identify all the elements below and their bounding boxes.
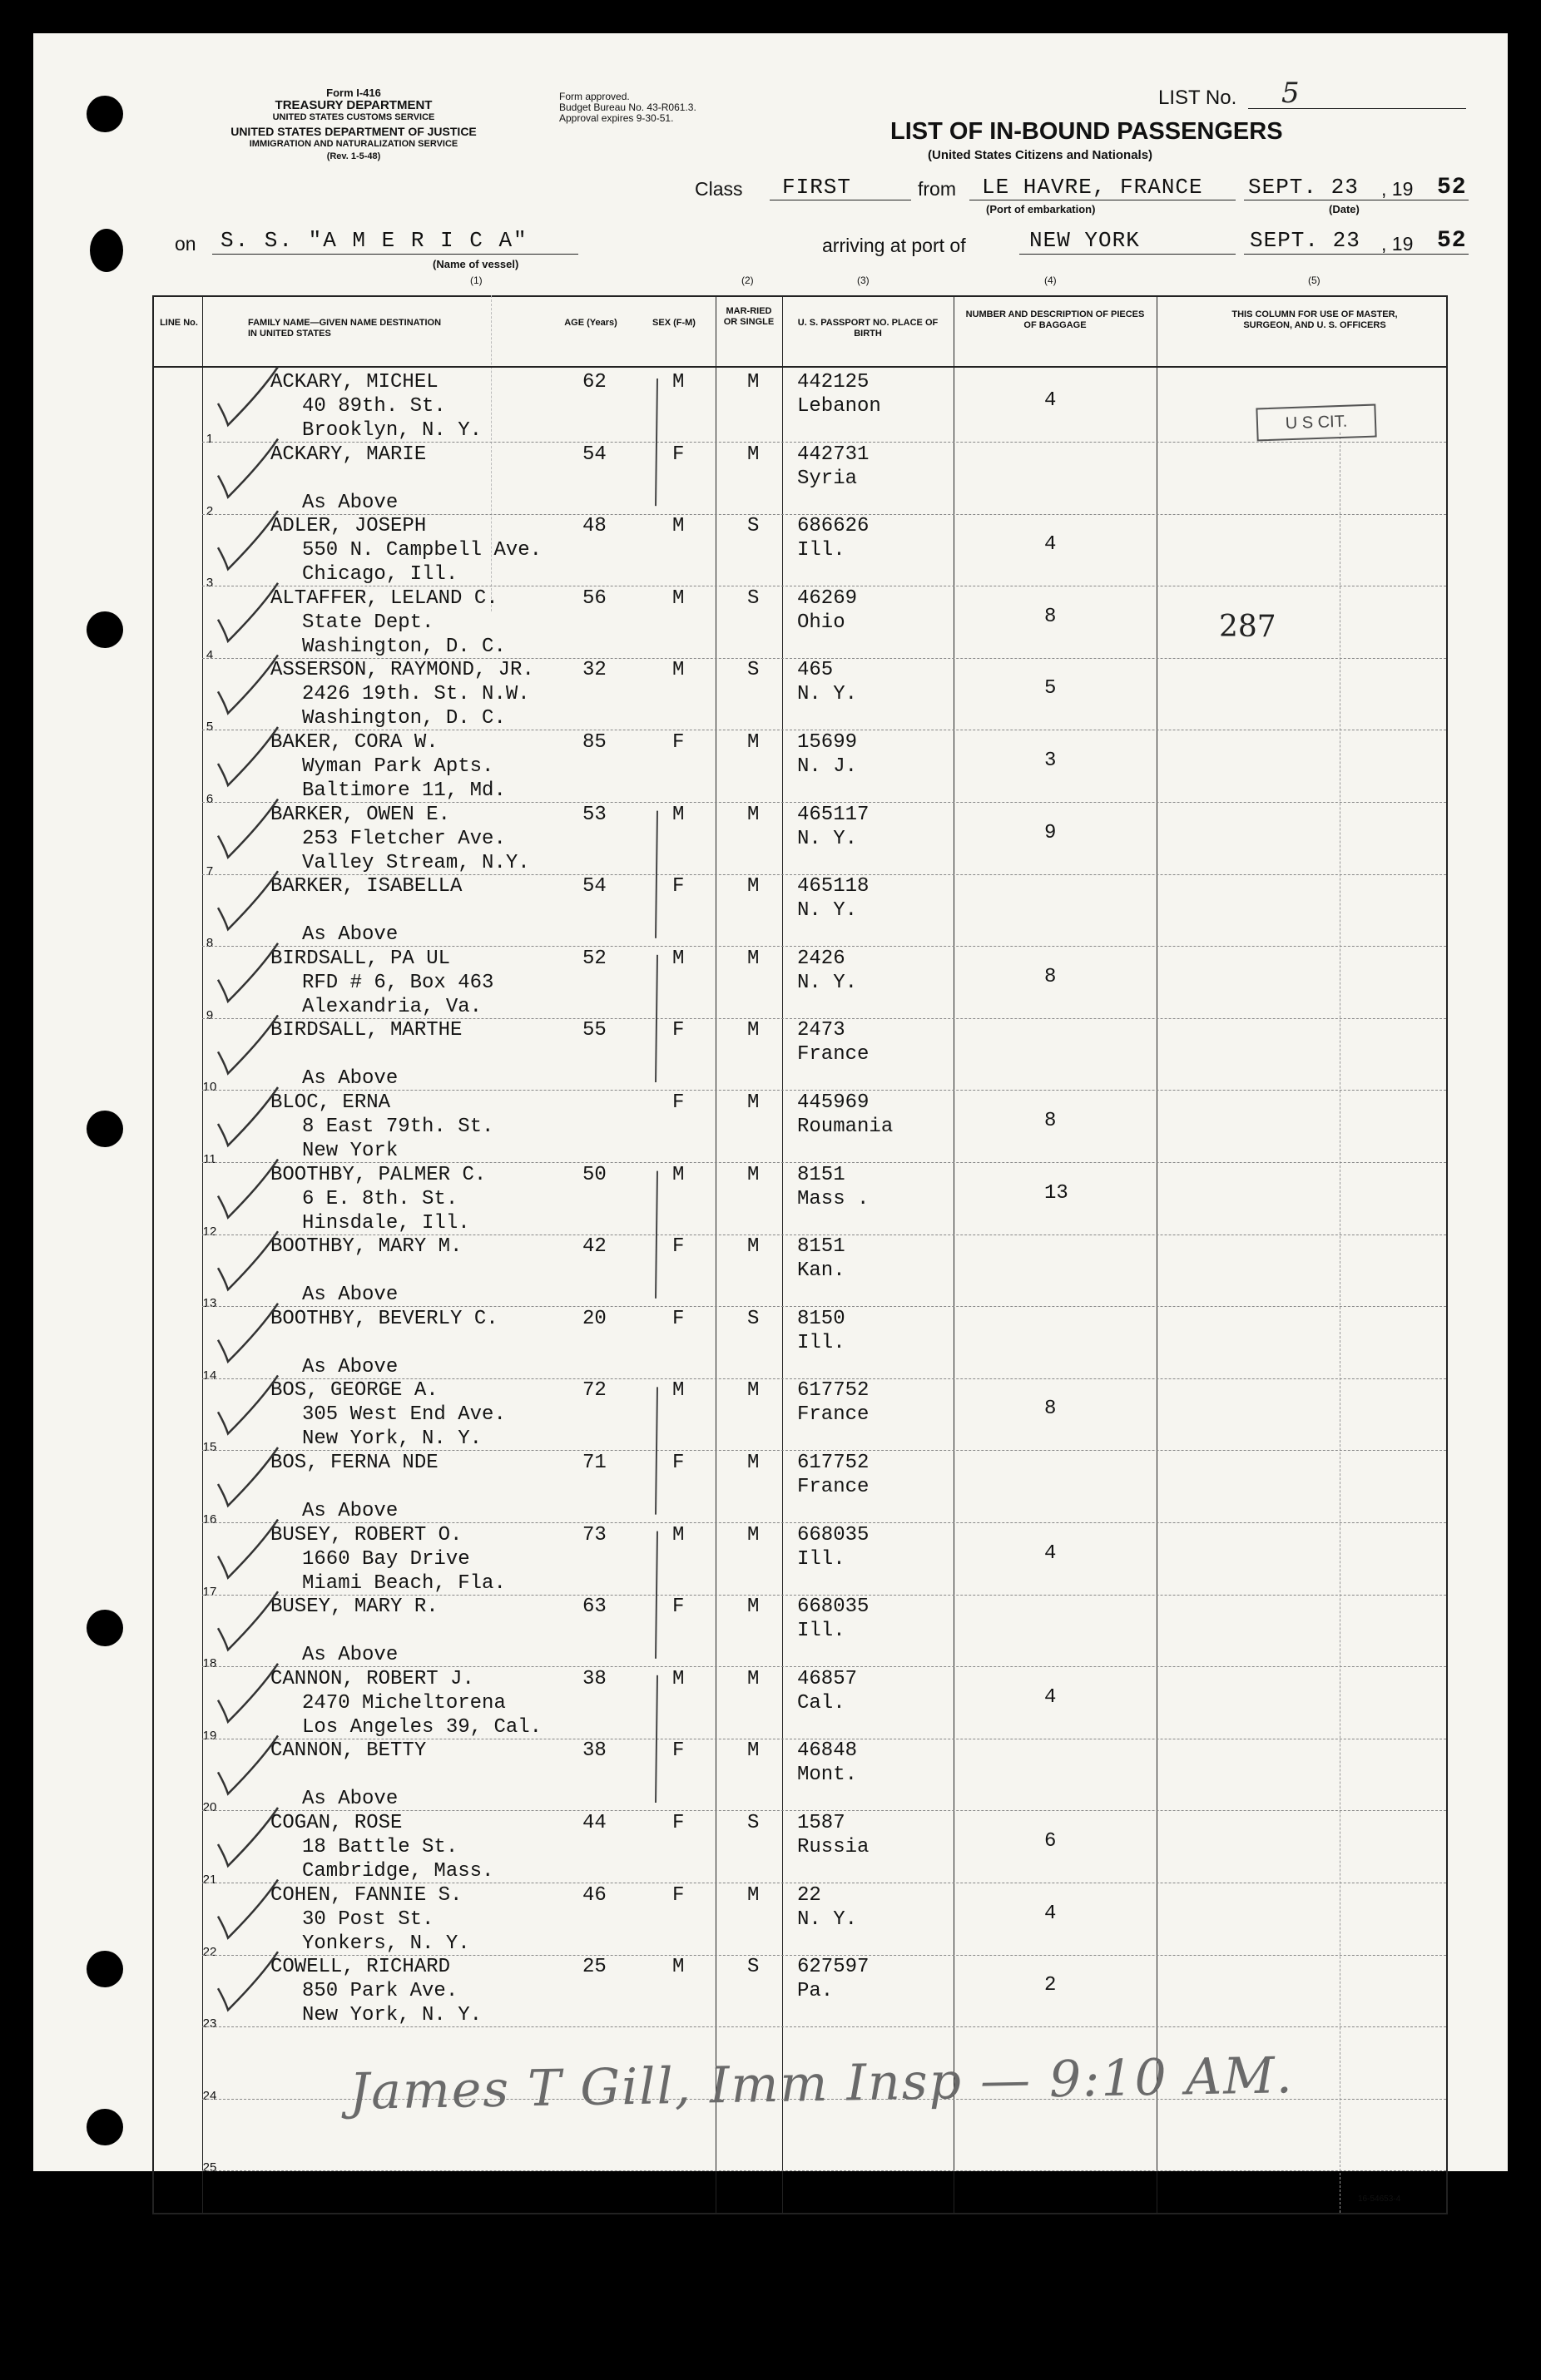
- passenger-age: 32: [582, 659, 607, 682]
- place-of-birth: Ill.: [797, 1331, 845, 1354]
- marital-status: M: [747, 1163, 760, 1186]
- marital-status: M: [747, 1019, 760, 1042]
- check-mark: [218, 1952, 278, 2010]
- line-number: 22: [202, 1944, 217, 1959]
- passenger-sex: M: [672, 1956, 685, 1979]
- check-mark: [218, 1304, 278, 1362]
- port-of-embarkation: LE HAVRE, FRANCE: [982, 175, 1203, 200]
- passport-number: 46269: [797, 586, 858, 610]
- baggage-count: 4: [1044, 1902, 1057, 1925]
- passenger-address: As Above: [302, 923, 399, 947]
- arrival-port: NEW YORK: [1029, 228, 1140, 253]
- passenger-sex: M: [672, 371, 685, 393]
- passenger-name: BUSEY, MARY R.: [270, 1596, 439, 1619]
- line-number: 15: [202, 1440, 217, 1455]
- line-number: 6: [206, 792, 214, 806]
- passenger-sex: F: [672, 1596, 685, 1619]
- passenger-address: 8 East 79th. St. New York: [302, 1116, 494, 1162]
- check-mark: [218, 1520, 278, 1578]
- passenger-address: 550 N. Campbell Ave. Chicago, Ill.: [302, 539, 543, 586]
- passenger-sex: F: [672, 1091, 685, 1114]
- place-of-birth: Russia: [797, 1836, 870, 1858]
- passenger-sex: F: [672, 1883, 685, 1907]
- check-mark: [218, 583, 278, 641]
- col-num-3: (3): [857, 275, 870, 286]
- passport-number: 2426: [797, 947, 845, 970]
- passenger-address: 253 Fletcher Ave. Valley Stream, N.Y.: [302, 827, 530, 874]
- line-number: 17: [202, 1584, 217, 1599]
- baggage-count: 8: [1044, 1398, 1057, 1421]
- marital-status: M: [747, 1091, 760, 1114]
- port-embark-caption: (Port of embarkation): [986, 203, 1096, 215]
- col-sex: SEX (F-M): [652, 318, 696, 328]
- col-married: MAR-RIED OR SINGLE: [723, 306, 775, 327]
- passenger-age: 20: [582, 1307, 607, 1330]
- passport-number: 445969: [797, 1091, 870, 1114]
- passport-number: 8151: [797, 1163, 845, 1186]
- approval-line-3: Approval expires 9-30-51.: [559, 112, 674, 124]
- check-mark: [218, 1375, 278, 1433]
- passenger-address: 2426 19th. St. N.W. Washington, D. C.: [302, 683, 530, 730]
- passenger-name: ACKARY, MARIE: [270, 443, 427, 466]
- check-mark: [218, 1231, 278, 1289]
- passport-number: 627597: [797, 1956, 870, 1979]
- approval-line-1: Form approved.: [559, 91, 630, 102]
- line-number: 20: [202, 1800, 217, 1815]
- passenger-name: BARKER, ISABELLA: [270, 875, 463, 898]
- line-number: 8: [206, 936, 214, 951]
- passenger-name: CANNON, ROBERT J.: [270, 1667, 474, 1690]
- passenger-age: 63: [582, 1596, 607, 1619]
- passenger-address: 850 Park Ave. New York, N. Y.: [302, 1980, 483, 2027]
- vessel-caption: (Name of vessel): [433, 258, 519, 270]
- line-number: 24: [202, 2088, 217, 2103]
- check-mark: [218, 871, 278, 929]
- passenger-sex: F: [672, 1307, 685, 1330]
- passenger-age: 48: [582, 515, 607, 538]
- check-mark: [218, 1160, 278, 1218]
- marital-status: S: [747, 515, 760, 538]
- baggage-count: 4: [1044, 389, 1057, 412]
- passenger-name: BOS, FERNA NDE: [270, 1452, 439, 1474]
- marital-status: M: [747, 1667, 760, 1690]
- passenger-age: 73: [582, 1523, 607, 1546]
- passport-number: 46848: [797, 1739, 858, 1763]
- baggage-count: 4: [1044, 533, 1057, 557]
- check-mark: [218, 1880, 278, 1938]
- passenger-name: ASSERSON, RAYMOND, JR.: [270, 659, 534, 682]
- passport-number: 15699: [797, 731, 858, 754]
- justice-dept: UNITED STATES DEPARTMENT OF JUSTICE: [230, 125, 477, 138]
- marital-status: M: [747, 1379, 760, 1403]
- place-of-birth: N. J.: [797, 755, 858, 778]
- baggage-count: 4: [1044, 1685, 1057, 1709]
- passenger-name: BAKER, CORA W.: [270, 731, 439, 754]
- passenger-sex: M: [672, 586, 685, 610]
- passenger-sex: M: [672, 947, 685, 970]
- col-name: FAMILY NAME—GIVEN NAME DESTINATION IN UNITED STATES: [248, 318, 442, 339]
- line-number: 19: [202, 1728, 217, 1743]
- passenger-address: 305 West End Ave. New York, N. Y.: [302, 1403, 506, 1451]
- col-num-4: (4): [1044, 275, 1057, 286]
- marital-status: M: [747, 1452, 760, 1474]
- family-bracket: [656, 379, 657, 506]
- passenger-name: COHEN, FANNIE S.: [270, 1883, 463, 1907]
- marital-status: M: [747, 1235, 760, 1259]
- year-prefix-2: , 19: [1381, 233, 1414, 255]
- passenger-address: 6 E. 8th. St. Hinsdale, Ill.: [302, 1187, 470, 1235]
- line-number: 21: [202, 1873, 217, 1887]
- check-mark: [218, 943, 278, 1002]
- baggage-count: 6: [1044, 1830, 1057, 1853]
- line-number: 1: [206, 432, 214, 446]
- citizenship-stamp: U S CIT.: [1256, 403, 1376, 441]
- passenger-name: BOS, GEORGE A.: [270, 1379, 439, 1403]
- passenger-name: BIRDSALL, MARTHE: [270, 1019, 463, 1042]
- passenger-address: RFD # 6, Box 463 Alexandria, Va.: [302, 971, 494, 1018]
- line-number: 10: [202, 1080, 217, 1095]
- baggage-count: 8: [1044, 965, 1057, 988]
- passenger-name: ALTAFFER, LELAND C.: [270, 586, 498, 610]
- passenger-address: As Above: [302, 1355, 399, 1378]
- marital-status: M: [747, 1523, 760, 1546]
- passport-number: 686626: [797, 515, 870, 538]
- passport-number: 1587: [797, 1812, 845, 1834]
- marital-status: M: [747, 731, 760, 754]
- passenger-age: 46: [582, 1883, 607, 1907]
- marital-status: S: [747, 586, 760, 610]
- baggage-count: 9: [1044, 821, 1057, 844]
- passenger-sex: M: [672, 659, 685, 682]
- department: TREASURY DEPARTMENT: [275, 98, 433, 112]
- line-number: 11: [203, 1152, 216, 1166]
- passenger-name: BOOTHBY, MARY M.: [270, 1235, 463, 1259]
- passenger-age: 50: [582, 1163, 607, 1186]
- marital-status: M: [747, 443, 760, 466]
- line-number: 9: [206, 1007, 214, 1022]
- baggage-count: 8: [1044, 1110, 1057, 1132]
- marital-status: M: [747, 875, 760, 898]
- check-mark: [218, 727, 278, 785]
- passenger-sex: M: [672, 515, 685, 538]
- passenger-age: 62: [582, 371, 607, 393]
- passenger-age: 54: [582, 443, 607, 466]
- place-of-birth: France: [797, 1476, 870, 1498]
- arriving-label: arriving at port of: [822, 235, 966, 256]
- passenger-sex: M: [672, 803, 685, 826]
- passport-number: 442731: [797, 443, 870, 466]
- check-mark: [218, 439, 278, 497]
- family-bracket: [656, 1387, 657, 1514]
- marital-status: S: [747, 1812, 760, 1834]
- ins: IMMIGRATION AND NATURALIZATION SERVICE: [249, 139, 458, 149]
- place-of-birth: Ill.: [797, 1547, 845, 1571]
- form-number: Form I-416: [326, 87, 381, 99]
- marital-status: M: [747, 371, 760, 393]
- line-number: 23: [202, 2016, 217, 2031]
- date-caption: (Date): [1329, 203, 1360, 215]
- passenger-address: 30 Post St. Yonkers, N. Y.: [302, 1907, 470, 1955]
- year-prefix: , 19: [1381, 178, 1414, 200]
- approval-line-2: Budget Bureau No. 43-R061.3.: [559, 101, 696, 113]
- from-label: from: [918, 178, 956, 200]
- place-of-birth: N. Y.: [797, 971, 858, 994]
- passenger-sex: F: [672, 875, 685, 898]
- passenger-age: 56: [582, 586, 607, 610]
- check-mark: [218, 1087, 278, 1145]
- passenger-name: COWELL, RICHARD: [270, 1956, 451, 1979]
- check-mark: [218, 1808, 278, 1866]
- place-of-birth: Mass .: [797, 1187, 870, 1210]
- place-of-birth: France: [797, 1403, 870, 1427]
- check-mark: [218, 1015, 278, 1073]
- col-line-no: LINE No.: [160, 318, 198, 328]
- baggage-count: 13: [1044, 1181, 1068, 1205]
- passenger-address: 1660 Bay Drive Miami Beach, Fla.: [302, 1547, 506, 1595]
- passenger-age: 53: [582, 803, 607, 826]
- line-number: 13: [202, 1296, 217, 1311]
- vessel-name: S. S. "A M E R I C A": [220, 228, 528, 253]
- passenger-sex: M: [672, 1163, 685, 1186]
- passenger-age: 44: [582, 1812, 607, 1834]
- passenger-address: 40 89th. St. Brooklyn, N. Y.: [302, 395, 483, 442]
- list-label: LIST No.: [1158, 87, 1237, 109]
- col-passport: U. S. PASSPORT NO. PLACE OF BIRTH: [797, 318, 939, 339]
- passenger-age: 38: [582, 1667, 607, 1690]
- passenger-sex: F: [672, 443, 685, 466]
- place-of-birth: N. Y.: [797, 827, 858, 850]
- passenger-sex: F: [672, 1235, 685, 1259]
- place-of-birth: N. Y.: [797, 683, 858, 706]
- passport-number: 465: [797, 659, 834, 682]
- place-of-birth: N. Y.: [797, 899, 858, 923]
- check-mark: [218, 367, 278, 425]
- marital-status: M: [747, 1883, 760, 1907]
- passport-number: 617752: [797, 1452, 870, 1474]
- family-bracket: [656, 955, 657, 1082]
- passport-number: 668035: [797, 1596, 870, 1619]
- col-officers: THIS COLUMN FOR USE OF MASTER, SURGEON, AND U. S. OFFICERS: [1231, 309, 1398, 330]
- baggage-count: 3: [1044, 750, 1057, 772]
- passenger-name: BOOTHBY, BEVERLY C.: [270, 1307, 498, 1330]
- passenger-age: 54: [582, 875, 607, 898]
- line-number: 16: [202, 1512, 217, 1526]
- passport-number: 668035: [797, 1523, 870, 1546]
- line-number: 18: [202, 1656, 217, 1671]
- baggage-count: 5: [1044, 677, 1057, 700]
- check-mark: [218, 511, 278, 569]
- passenger-sex: F: [672, 1739, 685, 1763]
- arrival-date: SEPT. 23: [1250, 228, 1360, 253]
- revision: (Rev. 1-5-48): [326, 151, 381, 161]
- passport-number: 46857: [797, 1667, 858, 1690]
- marital-status: M: [747, 947, 760, 970]
- place-of-birth: Mont.: [797, 1764, 858, 1787]
- line-number: 2: [206, 503, 214, 518]
- passenger-name: COGAN, ROSE: [270, 1812, 403, 1834]
- passenger-sex: F: [672, 1452, 685, 1474]
- marital-status: S: [747, 659, 760, 682]
- class-value: FIRST: [782, 175, 852, 200]
- check-mark: [218, 1664, 278, 1722]
- passenger-age: 72: [582, 1379, 607, 1403]
- class-label: Class: [695, 178, 743, 200]
- marital-status: M: [747, 1596, 760, 1619]
- passport-number: 617752: [797, 1379, 870, 1403]
- passenger-name: BIRDSALL, PA UL: [270, 947, 451, 970]
- passenger-sex: M: [672, 1667, 685, 1690]
- passenger-address: As Above: [302, 491, 399, 514]
- passenger-sex: M: [672, 1523, 685, 1546]
- embarkation-date: SEPT. 23: [1248, 175, 1359, 200]
- passport-number: 465117: [797, 803, 870, 826]
- baggage-count: 2: [1044, 1974, 1057, 1997]
- marital-status: M: [747, 1739, 760, 1763]
- line-number: 7: [206, 863, 214, 878]
- col-age: AGE (Years): [564, 318, 617, 328]
- passport-number: 2473: [797, 1019, 845, 1042]
- passenger-name: BARKER, OWEN E.: [270, 803, 451, 826]
- officer-number: 287: [1219, 610, 1276, 644]
- passenger-sex: F: [672, 1019, 685, 1042]
- col-num-5: (5): [1308, 275, 1321, 286]
- passenger-age: 85: [582, 731, 607, 754]
- on-label: on: [175, 233, 196, 255]
- passenger-address: State Dept. Washington, D. C.: [302, 611, 506, 658]
- place-of-birth: Ohio: [797, 611, 845, 634]
- inspector-signature: James T Gill, Imm Insp — 9:10 AM.: [349, 2046, 1295, 2121]
- place-of-birth: Ill.: [797, 539, 845, 562]
- place-of-birth: N. Y.: [797, 1907, 858, 1931]
- baggage-count: 8: [1044, 605, 1057, 628]
- passport-number: 442125: [797, 371, 870, 393]
- passport-number: 22: [797, 1883, 821, 1907]
- place-of-birth: Lebanon: [797, 395, 881, 418]
- passenger-address: As Above: [302, 1500, 399, 1522]
- col-num-1: (1): [470, 275, 483, 286]
- line-number: 12: [202, 1224, 217, 1239]
- passenger-name: CANNON, BETTY: [270, 1739, 427, 1763]
- line-number: 14: [202, 1368, 217, 1383]
- family-bracket: [656, 1531, 657, 1659]
- marital-status: S: [747, 1956, 760, 1979]
- page-title: LIST OF IN-BOUND PASSENGERS: [890, 118, 1283, 145]
- place-of-birth: France: [797, 1043, 870, 1066]
- passenger-name: ADLER, JOSEPH: [270, 515, 427, 538]
- baggage-count: 4: [1044, 1541, 1057, 1565]
- passenger-age: 55: [582, 1019, 607, 1042]
- check-mark: [218, 1447, 278, 1506]
- col-num-2: (2): [741, 275, 754, 286]
- family-bracket: [656, 1675, 657, 1803]
- passenger-address: Wyman Park Apts. Baltimore 11, Md.: [302, 755, 506, 802]
- line-number: 5: [206, 720, 214, 735]
- list-number: 5: [1281, 77, 1300, 110]
- place-of-birth: Ill.: [797, 1620, 845, 1643]
- check-mark: [218, 1591, 278, 1650]
- embarkation-year: 52: [1437, 175, 1467, 200]
- form-code: 16-54653-4: [1358, 2194, 1401, 2204]
- line-number: 25: [202, 2160, 217, 2175]
- passport-number: 8151: [797, 1235, 845, 1259]
- arrival-year: 52: [1437, 228, 1467, 254]
- passport-number: 8150: [797, 1307, 845, 1330]
- passenger-age: 71: [582, 1452, 607, 1474]
- page-subtitle: (United States Citizens and Nationals): [928, 148, 1153, 162]
- passenger-address: As Above: [302, 1067, 399, 1091]
- check-mark: [218, 1735, 278, 1794]
- family-bracket: [656, 1171, 657, 1299]
- place-of-birth: Syria: [797, 467, 858, 490]
- passenger-name: BOOTHBY, PALMER C.: [270, 1163, 487, 1186]
- passenger-address: 18 Battle St. Cambridge, Mass.: [302, 1836, 494, 1883]
- place-of-birth: Roumania: [797, 1116, 894, 1138]
- passenger-sex: F: [672, 1812, 685, 1834]
- passenger-name: BUSEY, ROBERT O.: [270, 1523, 463, 1546]
- place-of-birth: Pa.: [797, 1980, 834, 2003]
- passport-number: 465118: [797, 875, 870, 898]
- line-number: 4: [206, 647, 214, 662]
- check-mark: [218, 655, 278, 713]
- passenger-age: 42: [582, 1235, 607, 1259]
- customs-service: UNITED STATES CUSTOMS SERVICE: [272, 112, 435, 122]
- place-of-birth: Kan.: [797, 1259, 845, 1283]
- line-number: 3: [206, 576, 214, 591]
- passenger-address: As Above: [302, 1644, 399, 1667]
- passenger-name: ACKARY, MICHEL: [270, 371, 439, 393]
- col-baggage: NUMBER AND DESCRIPTION OF PIECES OF BAGGAGE: [965, 309, 1145, 330]
- passenger-address: 2470 Micheltorena Los Angeles 39, Cal.: [302, 1691, 543, 1739]
- passenger-address: As Above: [302, 1284, 399, 1307]
- passenger-sex: M: [672, 1379, 685, 1403]
- passenger-age: 52: [582, 947, 607, 970]
- place-of-birth: Cal.: [797, 1691, 845, 1714]
- passenger-name: BLOC, ERNA: [270, 1091, 391, 1114]
- passenger-sex: F: [672, 731, 685, 754]
- passenger-age: 25: [582, 1956, 607, 1979]
- family-bracket: [656, 811, 657, 938]
- marital-status: S: [747, 1307, 760, 1330]
- passenger-age: 38: [582, 1739, 607, 1763]
- check-mark: [218, 799, 278, 858]
- marital-status: M: [747, 803, 760, 826]
- passenger-address: As Above: [302, 1788, 399, 1811]
